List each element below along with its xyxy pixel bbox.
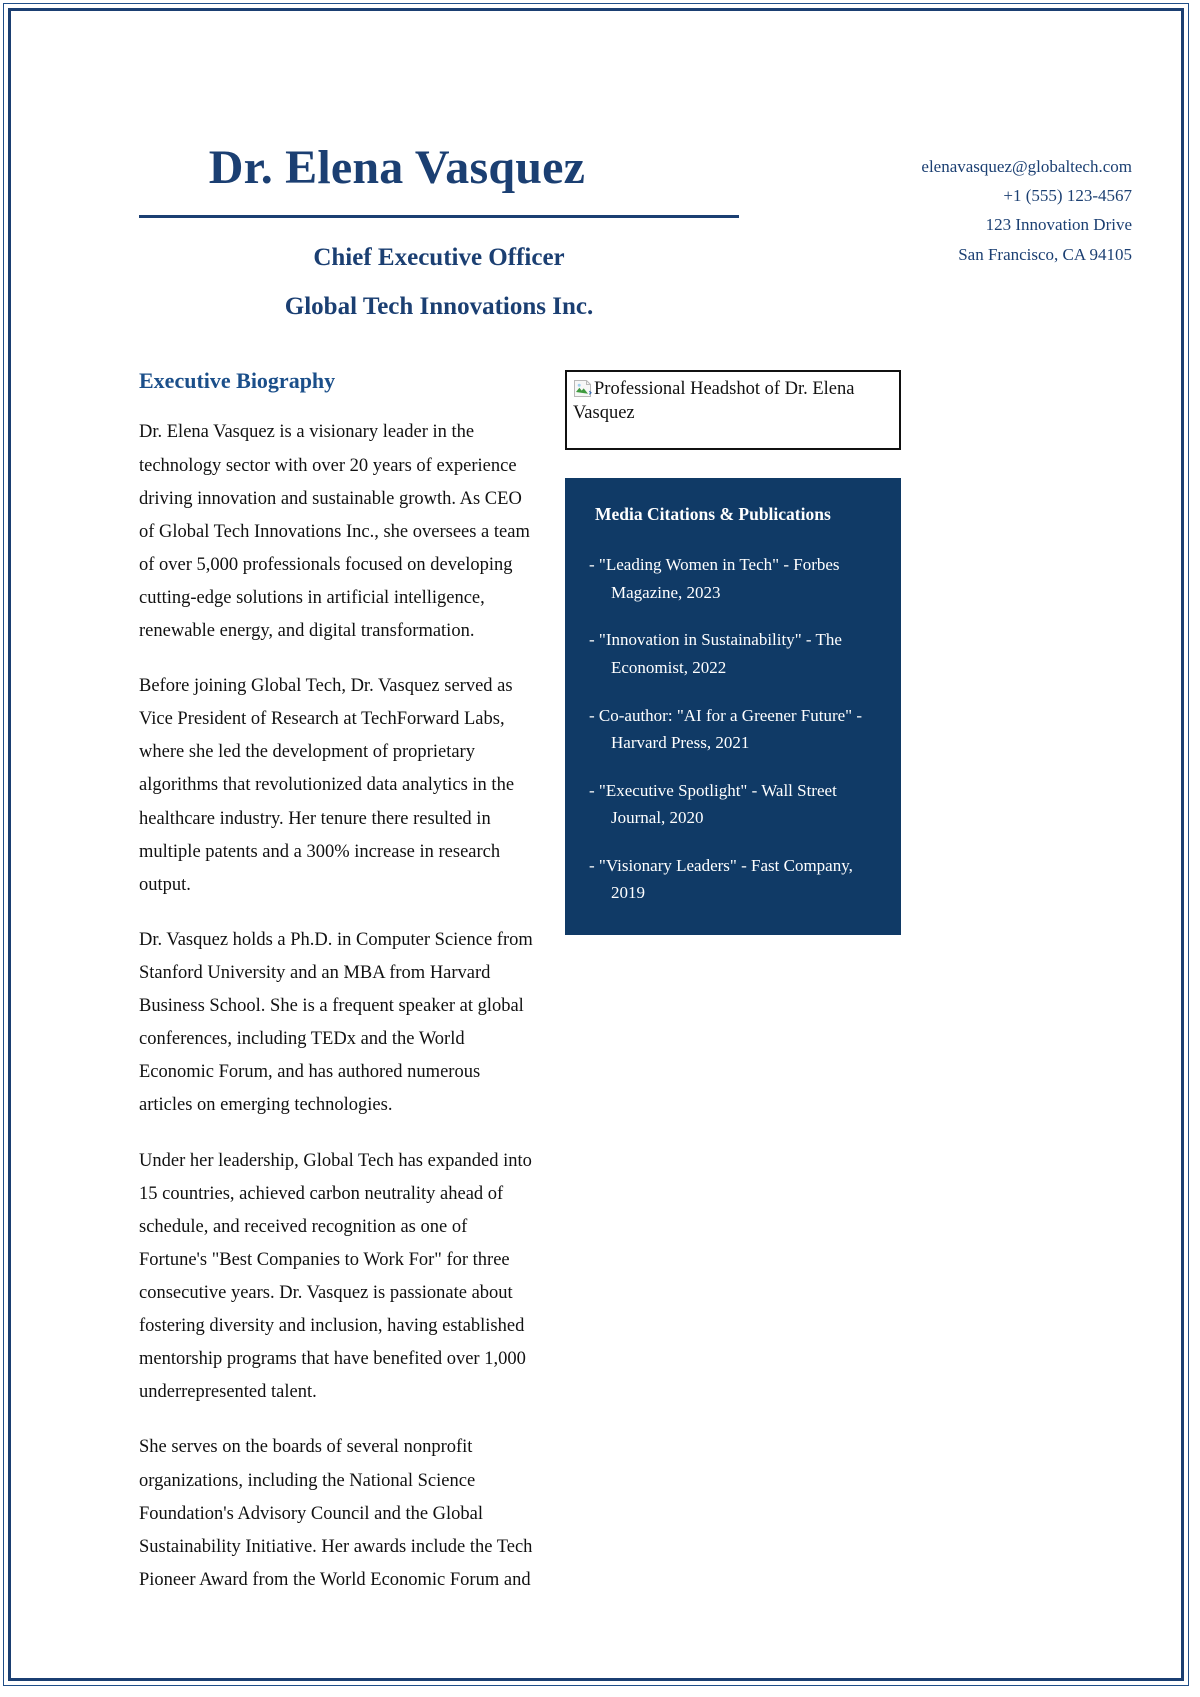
section-heading-biography: Executive Biography bbox=[139, 368, 336, 394]
job-title: Chief Executive Officer bbox=[313, 244, 565, 272]
page-inner-border bbox=[8, 8, 1184, 1681]
company-name: Global Tech Innovations Inc. bbox=[284, 293, 594, 321]
biography-paragraph: Under her leadership, Global Tech has expanded into 15 countries, achieved carbon neutrality ahead of schedule, and received recognition as one of Fortune's "Best Companies to Work For" for three consecutive years. Dr. Vasquez is passionate about fostering diversity and inclusion, having established mentorship programs that have benefited over 1,000 underrepresented talent. bbox=[139, 1150, 532, 1403]
contact-street: 123 Innovation Drive bbox=[985, 215, 1132, 235]
header-identity-block bbox=[35, 143, 655, 321]
document-header bbox=[11, 11, 1181, 321]
citation-item: - "Leading Women in Tech" - Forbes Magazine, 2023 bbox=[589, 555, 840, 602]
biography-paragraph: Dr. Vasquez holds a Ph.D. in Computer Science from Stanford University and an MBA from Harvard Business School. She is a frequent speaker at global conferences, including TEDx and the World Economic Forum, and has authored numerous articles on emerging technologies. bbox=[139, 929, 533, 1116]
headshot-image-placeholder bbox=[565, 370, 901, 450]
citations-panel-title: Media Citations & Publications bbox=[595, 504, 831, 525]
title-divider bbox=[139, 215, 739, 218]
biography-paragraph: She serves on the boards of several nonprofit organizations, including the National Science Foundation's Advisory Council and the Global Sustainability Initiative. Her awards include the Tech Pioneer Award from the World Economic Forum and bbox=[139, 1437, 533, 1590]
biography-column bbox=[35, 368, 535, 1619]
media-citations-panel bbox=[565, 478, 901, 934]
document-content bbox=[11, 11, 1181, 1678]
sidebar-column bbox=[535, 368, 1157, 934]
citation-item: - "Visionary Leaders" - Fast Company, 2019 bbox=[589, 855, 853, 903]
contact-email[interactable]: elenavasquez@globaltech.com bbox=[921, 157, 1132, 176]
document-body bbox=[11, 321, 1181, 1619]
citation-item: - Co-author: "AI for a Greener Future" - Harvard Press, 2021 bbox=[589, 705, 863, 753]
page-title: Dr. Elena Vasquez bbox=[208, 141, 586, 194]
contact-city-state-zip: San Francisco, CA 94105 bbox=[958, 244, 1132, 264]
biography-paragraph: Dr. Elena Vasquez is a visionary leader in the technology sector with over 20 years of experience driving innovation and sustainable growth. As CEO of Global Tech Innovations Inc., she oversees a team of over 5,000 professionals focused on developing cutting-edge solutions in artificial intelligence, renewable energy, and digital transformation. bbox=[139, 422, 530, 642]
headshot-alt-text-line bbox=[573, 379, 854, 423]
broken-image-icon bbox=[573, 379, 592, 398]
headshot-alt-text: Professional Headshot of Dr. Elena Vasquez bbox=[573, 379, 855, 424]
contact-phone[interactable]: +1 (555) 123-4567 bbox=[1003, 186, 1132, 206]
biography-paragraph: Before joining Global Tech, Dr. Vasquez served as Vice President of Research at TechForward Labs, where she led the development of proprietary algorithms that revolutionized data analytics in the healthcare industry. Her tenure there resulted in multiple patents and a 300% increase in research output. bbox=[139, 676, 515, 895]
citation-item: - "Executive Spotlight" - Wall Street Journal, 2020 bbox=[589, 780, 837, 828]
contact-block bbox=[655, 143, 1157, 269]
citation-item: - "Innovation in Sustainability" - The Economist, 2022 bbox=[589, 630, 842, 677]
